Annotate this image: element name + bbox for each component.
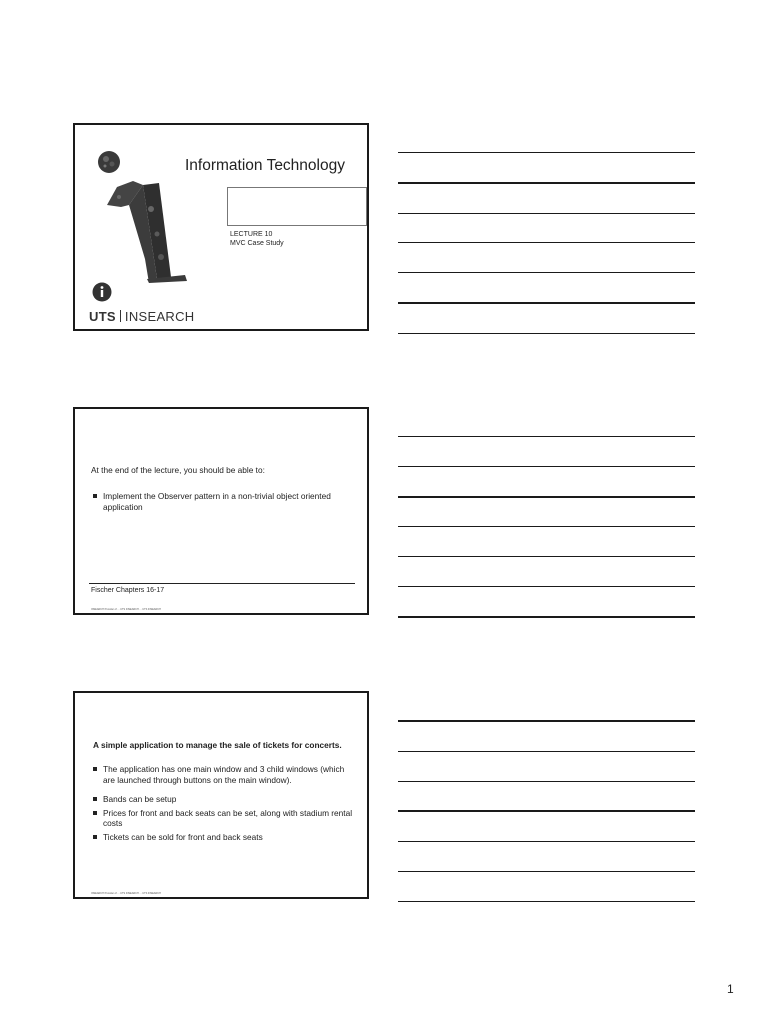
globe-icon bbox=[97, 150, 121, 174]
note-line bbox=[398, 810, 695, 812]
notes-lines-2 bbox=[398, 436, 695, 647]
presentation-title: Information Technology bbox=[185, 157, 345, 174]
slide-thumbnail-3 bbox=[73, 691, 369, 899]
note-line bbox=[398, 720, 695, 722]
note-line bbox=[398, 871, 695, 872]
lecture-info bbox=[230, 230, 284, 248]
title-placeholder-box bbox=[227, 187, 367, 226]
logo-insearch: INSEARCH bbox=[124, 309, 195, 324]
slide-thumbnail-2 bbox=[73, 407, 369, 615]
list-item: Tickets can be sold for front and back seats bbox=[91, 832, 353, 843]
info-icon bbox=[92, 282, 112, 302]
note-line bbox=[398, 526, 695, 527]
note-line bbox=[398, 182, 695, 184]
slide-footer: INSEARCH Provider of ... UTS INSEARCH ... UTS INSEARCH bbox=[91, 608, 161, 611]
reference-divider bbox=[89, 583, 355, 584]
objective-bullet: Implement the Observer pattern in a non-trivial object oriented application bbox=[91, 491, 353, 512]
list-item: Prices for front and back seats can be set, along with stadium rental costs bbox=[91, 808, 353, 829]
list-item: Bands can be setup bbox=[91, 794, 353, 805]
note-line bbox=[398, 751, 695, 752]
note-line bbox=[398, 556, 695, 557]
lecture-number: LECTURE 10 bbox=[230, 231, 273, 238]
reading-reference: Fischer Chapters 16-17 bbox=[91, 587, 165, 594]
note-line bbox=[398, 436, 695, 437]
note-line bbox=[398, 901, 695, 902]
note-line bbox=[398, 302, 695, 304]
note-line bbox=[398, 333, 695, 334]
number-one-graphic bbox=[99, 179, 199, 283]
note-line bbox=[398, 242, 695, 243]
slide-footer: INSEARCH Provider of ... UTS INSEARCH ... UTS INSEARCH bbox=[91, 892, 161, 895]
note-line bbox=[398, 616, 695, 618]
note-line bbox=[398, 272, 695, 273]
note-line bbox=[398, 781, 695, 782]
slide-thumbnail-1 bbox=[73, 123, 369, 331]
note-line bbox=[398, 496, 695, 498]
note-line bbox=[398, 586, 695, 587]
logo-uts: UTS bbox=[89, 309, 116, 324]
objectives-intro: At the end of the lecture, you should be able to: bbox=[91, 465, 265, 475]
logo-divider bbox=[120, 310, 121, 322]
bullet-list bbox=[91, 764, 353, 845]
note-line bbox=[398, 152, 695, 153]
page-number: 1 bbox=[727, 982, 734, 996]
note-line bbox=[398, 841, 695, 842]
notes-lines-3 bbox=[398, 720, 695, 931]
note-line bbox=[398, 466, 695, 467]
uts-insearch-logo bbox=[89, 309, 194, 324]
notes-lines-1 bbox=[398, 152, 695, 363]
slide-heading: A simple application to manage the sale of tickets for concerts. bbox=[93, 740, 342, 750]
lecture-subtitle: MVC Case Study bbox=[230, 240, 284, 247]
list-item: The application has one main window and 3 child windows (which are launched through buttons on the main window). bbox=[91, 764, 353, 785]
note-line bbox=[398, 213, 695, 214]
